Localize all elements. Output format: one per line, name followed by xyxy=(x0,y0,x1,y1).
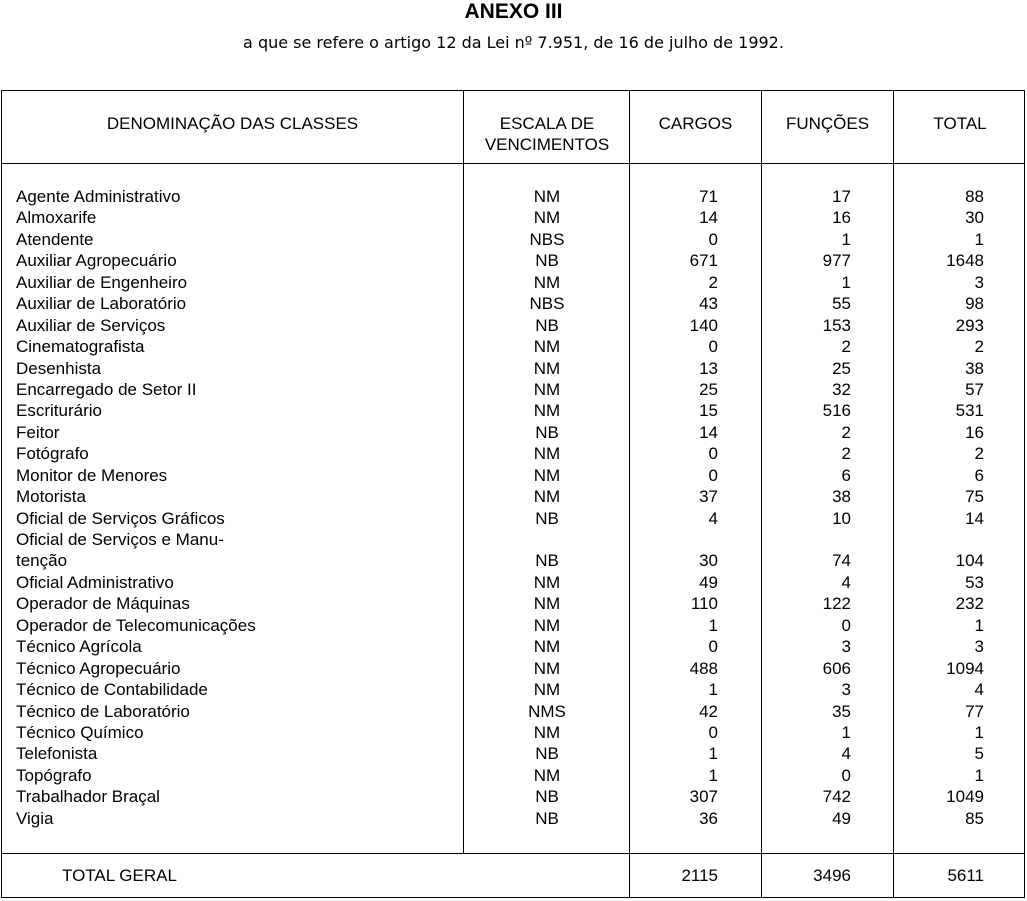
row-name: Operador de Máquinas xyxy=(16,594,190,614)
row-funcoes: 1 xyxy=(841,722,851,742)
row-cargos: 42 xyxy=(699,701,718,721)
row-name: Auxiliar de Serviços xyxy=(16,315,166,335)
row-scale: NM xyxy=(533,722,561,742)
header-name: DENOMINAÇÃO DAS CLASSES xyxy=(106,114,359,133)
row-cargos: 307 xyxy=(689,787,718,807)
row-scale: NM xyxy=(533,487,561,507)
header-scale xyxy=(464,113,630,155)
row-cargos: 0 xyxy=(708,637,718,657)
row-scale: NM xyxy=(533,358,561,378)
row-funcoes: 606 xyxy=(822,658,851,678)
row-name: Oficial de Serviços e Manu- xyxy=(16,530,224,549)
row-name: Escriturário xyxy=(16,401,102,421)
row-name: Auxiliar de Laboratório xyxy=(16,294,187,314)
table-row xyxy=(2,229,1024,250)
table-row xyxy=(2,529,1024,550)
table-row xyxy=(2,743,1024,764)
table-row xyxy=(2,422,1024,443)
row-name: Técnico de Laboratório xyxy=(16,701,190,721)
row-scale: NM xyxy=(533,444,561,464)
row-funcoes: 3 xyxy=(841,680,851,700)
row-funcoes: 16 xyxy=(832,208,851,228)
row-scale: NBS xyxy=(529,229,565,249)
table-row xyxy=(2,315,1024,336)
document-title: ANEXO III xyxy=(464,0,563,23)
row-funcoes: 25 xyxy=(832,358,851,378)
row-funcoes: 3 xyxy=(841,637,851,657)
document-subtitle: a que se refere o artigo 12 da Lei nº 7.951, de 16 de julho de 1992. xyxy=(243,33,784,52)
row-name: tenção xyxy=(16,551,68,571)
row-funcoes: 35 xyxy=(832,701,851,721)
row-name: Fotógrafo xyxy=(16,444,89,464)
row-cargos: 30 xyxy=(699,551,718,571)
row-funcoes: 0 xyxy=(841,765,851,785)
row-total: 1049 xyxy=(946,787,984,807)
row-cargos: 14 xyxy=(699,208,718,228)
row-funcoes: 4 xyxy=(841,572,851,592)
row-name: Operador de Telecomunicações xyxy=(16,615,256,635)
table-row xyxy=(2,400,1024,421)
row-total: 232 xyxy=(955,594,984,614)
row-cargos: 1 xyxy=(708,765,718,785)
row-cargos: 37 xyxy=(699,487,718,507)
row-cargos: 43 xyxy=(699,294,718,314)
row-funcoes: 32 xyxy=(832,379,851,399)
row-funcoes: 49 xyxy=(832,808,851,828)
header-divider xyxy=(2,163,1024,164)
row-name: Topógrafo xyxy=(16,765,92,785)
row-funcoes: 2 xyxy=(841,422,851,442)
row-cargos: 1 xyxy=(708,615,718,635)
row-cargos: 1 xyxy=(708,680,718,700)
row-total: 104 xyxy=(955,551,984,571)
row-funcoes: 4 xyxy=(841,744,851,764)
row-scale: NB xyxy=(535,551,559,571)
row-funcoes: 6 xyxy=(841,465,851,485)
row-cargos: 140 xyxy=(689,315,718,335)
footer-label: TOTAL GERAL xyxy=(62,866,177,885)
row-total: 1 xyxy=(974,229,984,249)
table-row xyxy=(2,358,1024,379)
table-row xyxy=(2,636,1024,657)
row-name: Oficial de Serviços Gráficos xyxy=(16,508,225,528)
classes-table xyxy=(1,90,1025,898)
row-scale: NM xyxy=(533,637,561,657)
table-row xyxy=(2,572,1024,593)
row-scale: NM xyxy=(533,572,561,592)
row-scale: NB xyxy=(535,744,559,764)
row-cargos: 0 xyxy=(708,465,718,485)
row-name: Almoxarife xyxy=(16,208,97,228)
table-row xyxy=(2,379,1024,400)
table-row xyxy=(2,508,1024,529)
row-name: Atendente xyxy=(16,229,94,249)
row-name: Cinematografista xyxy=(16,337,145,357)
footer-cargos: 2115 xyxy=(681,866,718,885)
row-name: Técnico Agrícola xyxy=(16,637,142,657)
row-total: 57 xyxy=(965,379,984,399)
row-cargos: 110 xyxy=(690,594,718,614)
row-total: 53 xyxy=(965,572,984,592)
row-total: 85 xyxy=(965,808,984,828)
row-cargos: 0 xyxy=(708,337,718,357)
row-name: Auxiliar de Engenheiro xyxy=(16,272,188,292)
row-total: 75 xyxy=(965,487,984,507)
header-total: TOTAL xyxy=(933,114,987,133)
row-funcoes: 2 xyxy=(841,337,851,357)
row-total: 1 xyxy=(974,765,984,785)
row-funcoes: 55 xyxy=(832,294,851,314)
row-cargos: 0 xyxy=(708,722,718,742)
row-total: 16 xyxy=(965,422,984,442)
row-funcoes: 742 xyxy=(822,787,851,807)
row-scale: NM xyxy=(533,680,561,700)
row-scale: NM xyxy=(533,401,561,421)
row-funcoes: 38 xyxy=(832,487,851,507)
row-name: Vigia xyxy=(16,808,54,828)
row-scale: NM xyxy=(533,337,561,357)
row-scale: NM xyxy=(533,187,561,206)
table-row xyxy=(2,765,1024,786)
row-total: 1648 xyxy=(946,251,984,271)
row-total: 1 xyxy=(974,615,984,635)
row-total: 293 xyxy=(955,315,984,335)
row-funcoes: 10 xyxy=(832,508,851,528)
row-cargos: 0 xyxy=(708,229,718,249)
table-row xyxy=(2,808,1024,829)
row-name: Motorista xyxy=(16,487,86,507)
row-scale: NB xyxy=(535,422,559,442)
row-scale: NB xyxy=(535,808,559,828)
row-funcoes: 1 xyxy=(841,272,851,292)
row-total: 14 xyxy=(965,508,984,528)
row-total: 5 xyxy=(974,744,984,764)
row-funcoes: 17 xyxy=(832,187,851,206)
table-row xyxy=(2,658,1024,679)
row-name: Feitor xyxy=(16,422,60,442)
row-cargos: 25 xyxy=(699,379,718,399)
row-scale: NM xyxy=(533,379,561,399)
row-name: Técnico Agropecuário xyxy=(16,658,181,678)
row-scale: NB xyxy=(535,315,559,335)
header-funcoes: FUNÇÕES xyxy=(785,114,870,133)
table-row xyxy=(2,615,1024,636)
table-row xyxy=(2,679,1024,700)
header-cargos: CARGOS xyxy=(658,114,733,133)
row-cargos: 49 xyxy=(699,572,718,592)
row-cargos: 2 xyxy=(708,272,718,292)
row-name: Monitor de Menores xyxy=(16,465,168,485)
row-funcoes: 516 xyxy=(822,401,851,421)
row-funcoes: 153 xyxy=(822,315,851,335)
row-total: 38 xyxy=(965,358,984,378)
row-cargos: 1 xyxy=(708,744,718,764)
row-total: 77 xyxy=(965,701,984,721)
row-scale: NM xyxy=(533,208,561,228)
row-total: 531 xyxy=(955,401,984,421)
table-body xyxy=(2,186,1024,829)
row-funcoes: 1 xyxy=(841,229,851,249)
row-name: Trabalhador Braçal xyxy=(16,787,160,807)
row-funcoes: 74 xyxy=(832,551,851,571)
row-cargos: 0 xyxy=(708,444,718,464)
row-scale: NM xyxy=(533,594,561,614)
footer-divider xyxy=(2,853,1024,854)
row-name: Técnico Químico xyxy=(16,722,144,742)
row-name: Encarregado de Setor II xyxy=(16,379,197,399)
row-scale: NM xyxy=(533,615,561,635)
table-row xyxy=(2,336,1024,357)
row-scale: NBS xyxy=(529,294,565,314)
row-name: Agente Administrativo xyxy=(16,187,181,206)
row-scale: NM xyxy=(533,658,561,678)
row-scale: NM xyxy=(533,765,561,785)
footer-funcoes: 3496 xyxy=(813,866,851,885)
table-row xyxy=(2,486,1024,507)
table-row xyxy=(2,722,1024,743)
row-cargos: 671 xyxy=(689,251,718,271)
row-total: 88 xyxy=(965,187,984,206)
row-name: Técnico de Contabilidade xyxy=(16,680,208,700)
table-row xyxy=(2,272,1024,293)
footer-total: 5611 xyxy=(947,866,984,885)
row-scale: NM xyxy=(533,465,561,485)
row-total: 4 xyxy=(974,680,984,700)
table-row xyxy=(2,186,1024,207)
table-row xyxy=(2,786,1024,807)
row-total: 3 xyxy=(974,272,984,292)
row-funcoes: 977 xyxy=(822,251,851,271)
row-name: Auxiliar Agropecuário xyxy=(16,251,177,271)
row-total: 1 xyxy=(974,722,984,742)
row-cargos: 71 xyxy=(699,187,718,206)
row-scale: NB xyxy=(535,787,559,807)
row-cargos: 15 xyxy=(699,401,718,421)
row-cargos: 14 xyxy=(699,422,718,442)
table-row xyxy=(2,593,1024,614)
row-scale: NM xyxy=(533,272,561,292)
row-total: 2 xyxy=(974,444,984,464)
row-name: Telefonista xyxy=(16,744,98,764)
row-cargos: 488 xyxy=(689,658,718,678)
row-name: Oficial Administrativo xyxy=(16,572,174,592)
table-row xyxy=(2,293,1024,314)
row-cargos: 4 xyxy=(708,508,718,528)
header-scale-line2: VENCIMENTOS xyxy=(484,135,610,154)
row-scale: NMS xyxy=(528,701,566,721)
row-cargos: 36 xyxy=(699,808,718,828)
table-row xyxy=(2,701,1024,722)
table-row xyxy=(2,465,1024,486)
row-total: 2 xyxy=(974,337,984,357)
row-funcoes: 0 xyxy=(841,615,851,635)
row-total: 98 xyxy=(965,294,984,314)
table-row xyxy=(2,207,1024,228)
row-funcoes: 2 xyxy=(841,444,851,464)
row-total: 6 xyxy=(974,465,984,485)
row-total: 1094 xyxy=(946,658,984,678)
header-scale-line1: ESCALA DE xyxy=(499,114,595,133)
row-funcoes: 122 xyxy=(822,594,851,614)
table-row xyxy=(2,443,1024,464)
table-row xyxy=(2,550,1024,571)
row-name: Desenhista xyxy=(16,358,102,378)
row-scale: NB xyxy=(535,251,559,271)
row-cargos: 13 xyxy=(699,358,718,378)
row-scale: NB xyxy=(535,508,559,528)
row-total: 30 xyxy=(965,208,984,228)
table-row xyxy=(2,250,1024,271)
row-total: 3 xyxy=(974,637,984,657)
